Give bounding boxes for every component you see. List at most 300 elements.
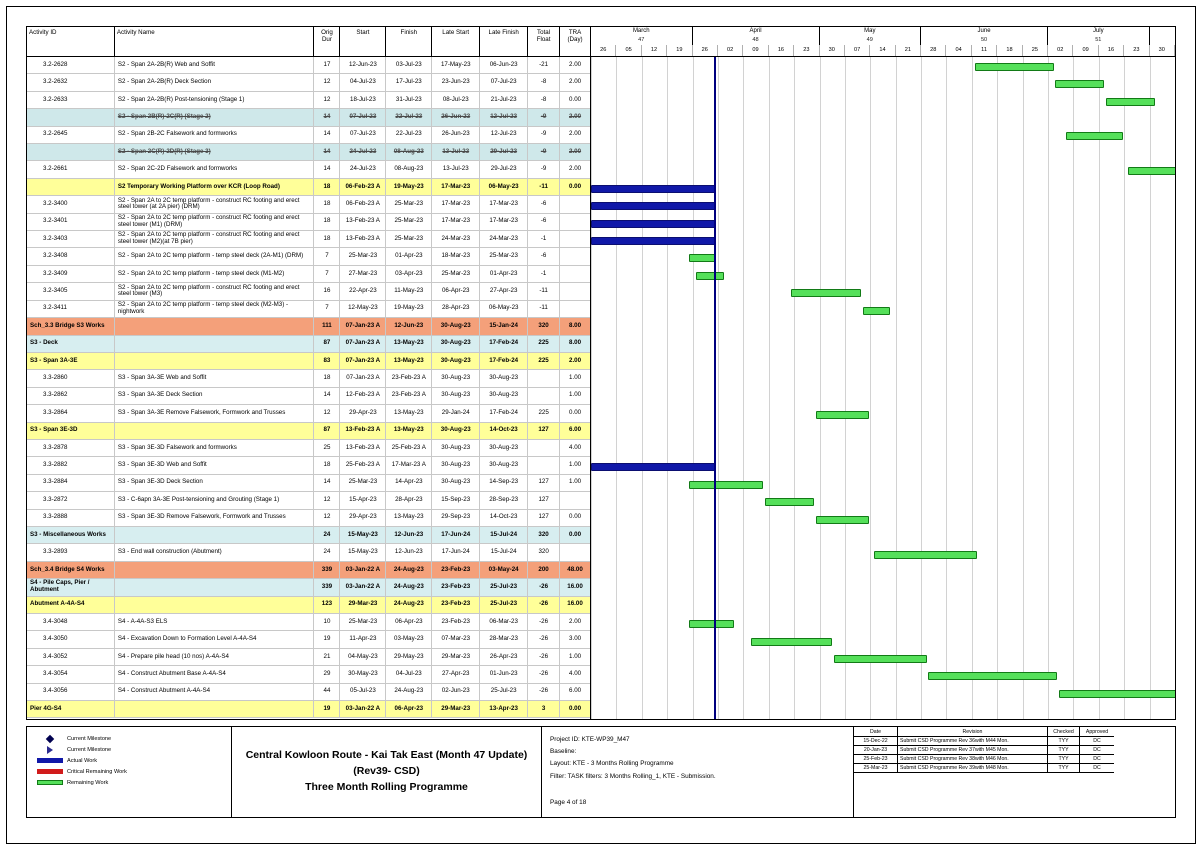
col-header-orig-dur: Orig Dur (314, 27, 340, 56)
cell-late-finish: 30-Aug-23 (480, 388, 528, 404)
remaining-work-bar[interactable] (791, 289, 862, 297)
month-label: June (921, 27, 1048, 36)
cell-start: 24-Jul-23 (340, 144, 386, 160)
remaining-work-bar[interactable] (689, 620, 735, 628)
revision-cell: Submit CSD Programme Rev 36with M44 Mon. (898, 737, 1048, 746)
cell-activity-name (115, 318, 315, 334)
table-row[interactable] (27, 74, 590, 91)
cell-late-start: 15-Sep-23 (432, 492, 480, 508)
cell-late-finish: 24-Mar-23 (480, 231, 528, 247)
month-label: May (820, 27, 922, 36)
table-row[interactable] (27, 457, 590, 474)
remaining-work-bar[interactable] (1128, 167, 1175, 175)
cell-tra: 2.00 (569, 617, 582, 625)
cell-total-float: 320 (528, 544, 560, 560)
revision-table (854, 727, 1175, 817)
cell-activity-name (115, 562, 315, 578)
cell-late-start: 06-Apr-23 (432, 283, 480, 299)
table-row[interactable] (27, 179, 590, 196)
revision-cell: DC (1080, 764, 1114, 773)
cell-total-float: -9 (528, 144, 560, 160)
cell-tra: 6.00 (569, 687, 582, 695)
cell-late-start: 08-Jul-23 (432, 92, 480, 108)
revision-cell: Submit CSD Programme Rev 37with M45 Mon. (898, 746, 1048, 755)
cell-activity-id: S3 - Deck (27, 336, 115, 352)
cell-finish: 24-Aug-23 (386, 597, 432, 613)
cell-activity-id: Sch_3.4 Bridge S4 Works (27, 562, 115, 578)
cell-orig-dur: 12 (314, 405, 340, 421)
revision-cell: TYY (1048, 764, 1080, 773)
cell-tra: 48.00 (567, 565, 583, 573)
cell-tra (560, 214, 590, 230)
cell-late-start: 30-Aug-23 (432, 423, 480, 439)
cell-late-start: 23-Feb-23 (432, 579, 480, 595)
cell-activity-name (115, 597, 315, 613)
legend-item (33, 744, 225, 755)
table-row[interactable] (27, 161, 590, 178)
cell-total-float: 225 (528, 405, 560, 421)
remaining-work-bar[interactable] (834, 655, 927, 663)
table-row[interactable] (27, 614, 590, 631)
cell-late-start: 25-Mar-23 (432, 266, 480, 282)
cell-tra (560, 266, 590, 282)
day-tick-label: 16 (1099, 45, 1124, 56)
cell-late-finish: 14-Oct-23 (480, 510, 528, 526)
title-block (26, 726, 1176, 818)
cell-activity-name: S4 - A-4A-S3 ELS (115, 614, 315, 630)
day-tick-label: 04 (946, 45, 971, 56)
cell-activity-name: S3 - End wall construction (Abutment) (115, 544, 315, 560)
remaining-work-bar[interactable] (928, 672, 1057, 680)
remaining-work-bar[interactable] (1106, 98, 1155, 106)
cell-late-finish: 06-May-23 (480, 301, 528, 317)
remaining-work-bar[interactable] (751, 638, 833, 646)
gridline (667, 57, 668, 719)
cell-activity-id: 3.2-3405 (27, 283, 115, 299)
cell-activity-name: S3 - Span 3E-3D Remove Falsework, Formwork and Trusses (115, 510, 315, 526)
cell-start: 11-Apr-23 (340, 631, 386, 647)
cell-activity-id: S3 - Miscellaneous Works (27, 527, 115, 543)
table-row[interactable] (27, 666, 590, 683)
cell-finish: 23-Feb-23 A (386, 388, 432, 404)
cell-activity-id: 3.2-2633 (27, 92, 115, 108)
table-row[interactable] (27, 684, 590, 701)
cell-tra: 8.00 (569, 339, 582, 347)
cell-total-float: -26 (528, 614, 560, 630)
cell-activity-name (115, 336, 315, 352)
gridline (820, 57, 821, 719)
table-row[interactable] (27, 214, 590, 231)
week-label: 48 (693, 36, 820, 45)
cell-tra: 0.00 (569, 530, 582, 538)
table-row[interactable] (27, 353, 590, 370)
cell-start: 25-Mar-23 (340, 614, 386, 630)
gridline (997, 57, 998, 719)
revision-cell: DC (1080, 737, 1114, 746)
cell-activity-name: S4 - Construct Abutment Base A-4A-S4 (115, 666, 315, 682)
cell-start: 07-Jan-23 A (340, 370, 386, 386)
cell-late-start: 17-Mar-23 (432, 214, 480, 230)
cell-activity-id: S4 - Pile Caps, Pier / Abutment (27, 579, 115, 595)
cell-finish: 06-Apr-23 (386, 701, 432, 717)
day-tick-label: 09 (743, 45, 768, 56)
table-body (27, 57, 590, 719)
cell-activity-id: Pier 4G-S4 (27, 701, 115, 717)
remaining-work-bar[interactable] (1055, 80, 1104, 88)
remaining-work-bar[interactable] (765, 498, 814, 506)
table-row[interactable] (27, 510, 590, 527)
day-tick-label: 25 (1023, 45, 1048, 56)
table-row[interactable] (27, 144, 590, 161)
cell-activity-name: S4 - Construct Abutment A-4A-S4 (115, 684, 315, 700)
revision-header-row (854, 727, 1175, 737)
cell-tra (560, 248, 590, 264)
day-tick-label: 28 (921, 45, 946, 56)
actual-work-bar[interactable] (591, 185, 716, 193)
cell-tra: 0.00 (569, 182, 582, 190)
cell-orig-dur: 339 (314, 562, 340, 578)
cell-start: 24-Jul-23 (340, 161, 386, 177)
cell-finish: 24-Aug-23 (386, 579, 432, 595)
cell-activity-name (115, 527, 315, 543)
day-tick-label: 02 (1048, 45, 1073, 56)
revision-cell: DC (1080, 755, 1114, 764)
cell-finish: 24-Aug-23 (386, 562, 432, 578)
cell-start: 03-Jan-22 A (340, 701, 386, 717)
cell-tra: 0.00 (569, 704, 582, 712)
cell-tra: 2.00 (569, 112, 582, 120)
cell-orig-dur: 87 (314, 423, 340, 439)
actual-work-bar[interactable] (591, 237, 716, 245)
table-row[interactable] (27, 405, 590, 422)
cell-late-start: 29-Sep-23 (432, 510, 480, 526)
table-row[interactable] (27, 544, 590, 561)
revision-cell: 15-Dec-22 (854, 737, 898, 746)
cell-finish: 12-Jun-23 (386, 318, 432, 334)
table-row[interactable] (27, 57, 590, 74)
cell-start: 18-Jul-23 (340, 92, 386, 108)
cell-activity-id (27, 179, 115, 195)
revision-cell: TYY (1048, 755, 1080, 764)
cell-start: 29-Mar-23 (340, 597, 386, 613)
cell-activity-name: S2 - Span 2A to 2C temp platform - temp steel deck (M2-M3) - nightwork (115, 301, 315, 317)
table-row[interactable] (27, 492, 590, 509)
cell-tra: 16.00 (567, 582, 583, 590)
cell-start: 07-Jan-23 A (340, 353, 386, 369)
cell-tra: 8.00 (569, 321, 582, 329)
cell-activity-name: S3 - Span 3E-3D Falsework and formworks (115, 440, 315, 456)
actual-work-bar[interactable] (591, 463, 716, 471)
legend-label: Critical Remaining Work (67, 768, 127, 775)
cell-finish: 25-Feb-23 A (386, 440, 432, 456)
cell-late-finish: 13-Apr-23 (480, 701, 528, 717)
legend-label: Remaining Work (67, 779, 109, 786)
milestone-diamond-icon (33, 736, 67, 742)
cell-orig-dur: 7 (314, 301, 340, 317)
data-date-line (714, 57, 716, 719)
cell-orig-dur: 339 (314, 579, 340, 595)
cell-start: 06-Feb-23 A (340, 179, 386, 195)
cell-total-float: 320 (528, 527, 560, 543)
cell-activity-id (27, 109, 115, 125)
cell-late-start: 30-Aug-23 (432, 336, 480, 352)
table-row[interactable] (27, 423, 590, 440)
remaining-work-bar[interactable] (975, 63, 1053, 71)
cell-total-float: -8 (528, 92, 560, 108)
cell-late-finish: 25-Jul-23 (480, 684, 528, 700)
revision-cell: DC (1080, 746, 1114, 755)
table-row[interactable] (27, 649, 590, 666)
cell-finish: 01-Apr-23 (386, 248, 432, 264)
cell-late-finish: 30-Aug-23 (480, 440, 528, 456)
cell-finish: 28-Apr-23 (386, 492, 432, 508)
table-row[interactable] (27, 283, 590, 300)
cell-late-finish: 30-Aug-23 (480, 457, 528, 473)
cell-orig-dur: 12 (314, 92, 340, 108)
cell-finish: 19-May-23 (386, 301, 432, 317)
gridline (1073, 57, 1074, 719)
remaining-work-bar[interactable] (696, 272, 723, 280)
cell-total-float: -1 (528, 231, 560, 247)
cell-total-float: -26 (528, 597, 560, 613)
revision-cell: Submit CSD Programme Rev 38with M46 Mon. (898, 755, 1048, 764)
cell-orig-dur: 29 (314, 666, 340, 682)
cell-start: 27-Mar-23 (340, 266, 386, 282)
timescale-header (591, 27, 1175, 57)
cell-start: 13-Feb-23 A (340, 440, 386, 456)
cell-activity-id: 3.2-3411 (27, 301, 115, 317)
cell-late-finish: 25-Jul-23 (480, 597, 528, 613)
cell-late-start: 30-Aug-23 (432, 440, 480, 456)
cell-activity-id: 3.3-2888 (27, 510, 115, 526)
cell-orig-dur: 7 (314, 266, 340, 282)
table-row[interactable] (27, 231, 590, 248)
cell-orig-dur: 24 (314, 527, 340, 543)
cell-late-start: 30-Aug-23 (432, 318, 480, 334)
legend-label: Actual Work (67, 757, 98, 764)
table-row[interactable] (27, 597, 590, 614)
gridline (870, 57, 871, 719)
revision-col-header: Date (854, 727, 898, 737)
cell-total-float (528, 440, 560, 456)
cell-orig-dur: 18 (314, 370, 340, 386)
cell-activity-id: 3.2-3400 (27, 196, 115, 212)
cell-late-start: 07-Mar-23 (432, 631, 480, 647)
table-row[interactable] (27, 527, 590, 544)
table-row[interactable] (27, 370, 590, 387)
legend-bar-blue-icon (33, 758, 67, 763)
cell-activity-id: 3.4-3052 (27, 649, 115, 665)
cell-tra: 6.00 (569, 426, 582, 434)
cell-start: 04-Jul-23 (340, 74, 386, 90)
cell-total-float: 127 (528, 510, 560, 526)
table-row[interactable] (27, 388, 590, 405)
table-row[interactable] (27, 92, 590, 109)
cell-total-float: -9 (528, 161, 560, 177)
remaining-work-bar[interactable] (874, 551, 978, 559)
actual-work-bar[interactable] (591, 202, 716, 210)
table-row[interactable] (27, 631, 590, 648)
cell-total-float: -9 (528, 109, 560, 125)
cell-late-start: 13-Jul-23 (432, 161, 480, 177)
table-row[interactable] (27, 301, 590, 318)
cell-tra: 2.00 (569, 147, 582, 155)
table-row[interactable] (27, 475, 590, 492)
cell-tra: 2.00 (569, 165, 582, 173)
cell-finish: 22-Jul-23 (386, 127, 432, 143)
cell-late-start: 30-Aug-23 (432, 353, 480, 369)
gantt-chart (26, 26, 1176, 720)
table-row[interactable] (27, 318, 590, 335)
cell-late-finish: 12-Jul-23 (480, 109, 528, 125)
cell-late-finish: 17-Feb-24 (480, 405, 528, 421)
cell-activity-id: 3.3-2893 (27, 544, 115, 560)
cell-orig-dur: 21 (314, 649, 340, 665)
cell-late-start: 29-Mar-23 (432, 701, 480, 717)
month-label: April (693, 27, 820, 36)
cell-finish: 03-May-23 (386, 631, 432, 647)
cell-late-finish: 15-Jul-24 (480, 527, 528, 543)
revision-col-header: Revision (898, 727, 1048, 737)
cell-activity-name: S4 - Prepare pile head (10 nos) A-4A-S4 (115, 649, 315, 665)
revision-row (854, 764, 1175, 773)
cell-tra: 2.00 (569, 130, 582, 138)
cell-total-float: 225 (528, 353, 560, 369)
cell-tra: 0.00 (569, 408, 582, 416)
cell-activity-id: 3.2-3409 (27, 266, 115, 282)
cell-tra: 2.00 (569, 356, 582, 364)
day-tick-label: 26 (693, 45, 718, 56)
cell-start: 15-May-23 (340, 544, 386, 560)
revision-col-header: Approved (1080, 727, 1114, 737)
cell-finish: 17-Mar-23 A (386, 457, 432, 473)
cell-finish: 25-Mar-23 (386, 214, 432, 230)
legend (27, 727, 232, 817)
cell-orig-dur: 14 (314, 127, 340, 143)
table-row[interactable] (27, 196, 590, 213)
cell-activity-id: 3.3-2884 (27, 475, 115, 491)
cell-tra: 1.00 (569, 652, 582, 660)
cell-tra (560, 492, 590, 508)
table-row[interactable] (27, 127, 590, 144)
cell-activity-id: 3.2-3408 (27, 248, 115, 264)
cell-late-start: 30-Aug-23 (432, 388, 480, 404)
cell-late-finish: 17-Mar-23 (480, 214, 528, 230)
cell-finish: 24-Aug-23 (386, 684, 432, 700)
cell-total-float (528, 457, 560, 473)
cell-late-finish: 15-Jul-24 (480, 544, 528, 560)
col-header-late-finish: Late Finish (480, 27, 528, 56)
cell-finish: 17-Jul-23 (386, 74, 432, 90)
day-tick-label: 07 (845, 45, 870, 56)
cell-activity-name: S3 - Span 3E-3D Web and Soffit (115, 457, 315, 473)
cell-total-float (528, 370, 560, 386)
cell-late-finish: 01-Jun-23 (480, 666, 528, 682)
cell-late-finish: 25-Mar-23 (480, 248, 528, 264)
cell-late-finish: 06-Mar-23 (480, 614, 528, 630)
revision-cell: TYY (1048, 746, 1080, 755)
cell-activity-name: S2 - Span 2A-2B(R) Web and Soffit (115, 57, 315, 73)
cell-start: 15-Apr-23 (340, 492, 386, 508)
revision-cell: 25-Mar-23 (854, 764, 898, 773)
cell-late-finish: 28-Sep-23 (480, 492, 528, 508)
cell-late-start: 17-Jun-24 (432, 527, 480, 543)
table-row[interactable] (27, 248, 590, 265)
actual-work-bar[interactable] (591, 220, 716, 228)
cell-finish: 12-Jun-23 (386, 527, 432, 543)
cell-late-finish: 03-May-24 (480, 562, 528, 578)
gridline (794, 57, 795, 719)
cell-late-finish: 15-Jan-24 (480, 318, 528, 334)
cell-start: 03-Jan-22 A (340, 562, 386, 578)
table-row[interactable] (27, 266, 590, 283)
cell-activity-name (115, 423, 315, 439)
remaining-work-bar[interactable] (689, 481, 764, 489)
cell-orig-dur: 44 (314, 684, 340, 700)
cell-late-finish: 29-Jul-23 (480, 161, 528, 177)
cell-activity-id: 3.3-2860 (27, 370, 115, 386)
table-row[interactable] (27, 336, 590, 353)
cell-late-finish: 30-Aug-23 (480, 370, 528, 386)
gridline (1048, 57, 1049, 719)
day-tick-label: 16 (769, 45, 794, 56)
revision-cell: TYY (1048, 737, 1080, 746)
revision-cell: 20-Jan-23 (854, 746, 898, 755)
cell-late-start: 28-Apr-23 (432, 301, 480, 317)
remaining-work-bar[interactable] (816, 411, 869, 419)
cell-orig-dur: 7 (314, 248, 340, 264)
remaining-work-bar[interactable] (863, 307, 890, 315)
table-row[interactable] (27, 701, 590, 718)
legend-item (33, 777, 225, 788)
table-row[interactable] (27, 562, 590, 579)
gridline (743, 57, 744, 719)
cell-total-float: 225 (528, 336, 560, 352)
col-header-activity-name: Activity Name (115, 27, 315, 56)
table-row[interactable] (27, 579, 590, 596)
cell-tra: 1.00 (569, 461, 582, 469)
remaining-work-bar[interactable] (689, 254, 716, 262)
cell-late-start: 17-May-23 (432, 57, 480, 73)
cell-late-start: 26-Jun-23 (432, 127, 480, 143)
cell-finish: 14-Apr-23 (386, 475, 432, 491)
cell-activity-id: 3.2-3403 (27, 231, 115, 247)
remaining-work-bar[interactable] (1059, 690, 1175, 698)
cell-late-start: 30-Aug-23 (432, 475, 480, 491)
cell-late-start: 23-Feb-23 (432, 614, 480, 630)
cell-tra (560, 196, 590, 212)
cell-late-finish: 17-Feb-24 (480, 353, 528, 369)
legend-bar-green-icon (33, 780, 67, 785)
cell-total-float: -26 (528, 579, 560, 595)
cell-tra: 1.00 (569, 374, 582, 382)
cell-total-float: -11 (528, 301, 560, 317)
gridline (946, 57, 947, 719)
cell-orig-dur: 18 (314, 196, 340, 212)
remaining-work-bar[interactable] (1066, 132, 1122, 140)
table-row[interactable] (27, 109, 590, 126)
bars-plot-area (591, 57, 1175, 719)
cell-late-finish: 27-Apr-23 (480, 283, 528, 299)
cell-tra: 2.00 (569, 78, 582, 86)
page-number: Page 4 of 18 (550, 798, 587, 806)
remaining-work-bar[interactable] (816, 516, 869, 524)
table-row[interactable] (27, 440, 590, 457)
cell-orig-dur: 14 (314, 109, 340, 125)
cell-tra: 1.00 (569, 478, 582, 486)
cell-activity-name: S2 - Span 2C(R)-2D(R) (Stage 3) (115, 144, 315, 160)
cell-tra: 4.00 (569, 669, 582, 677)
